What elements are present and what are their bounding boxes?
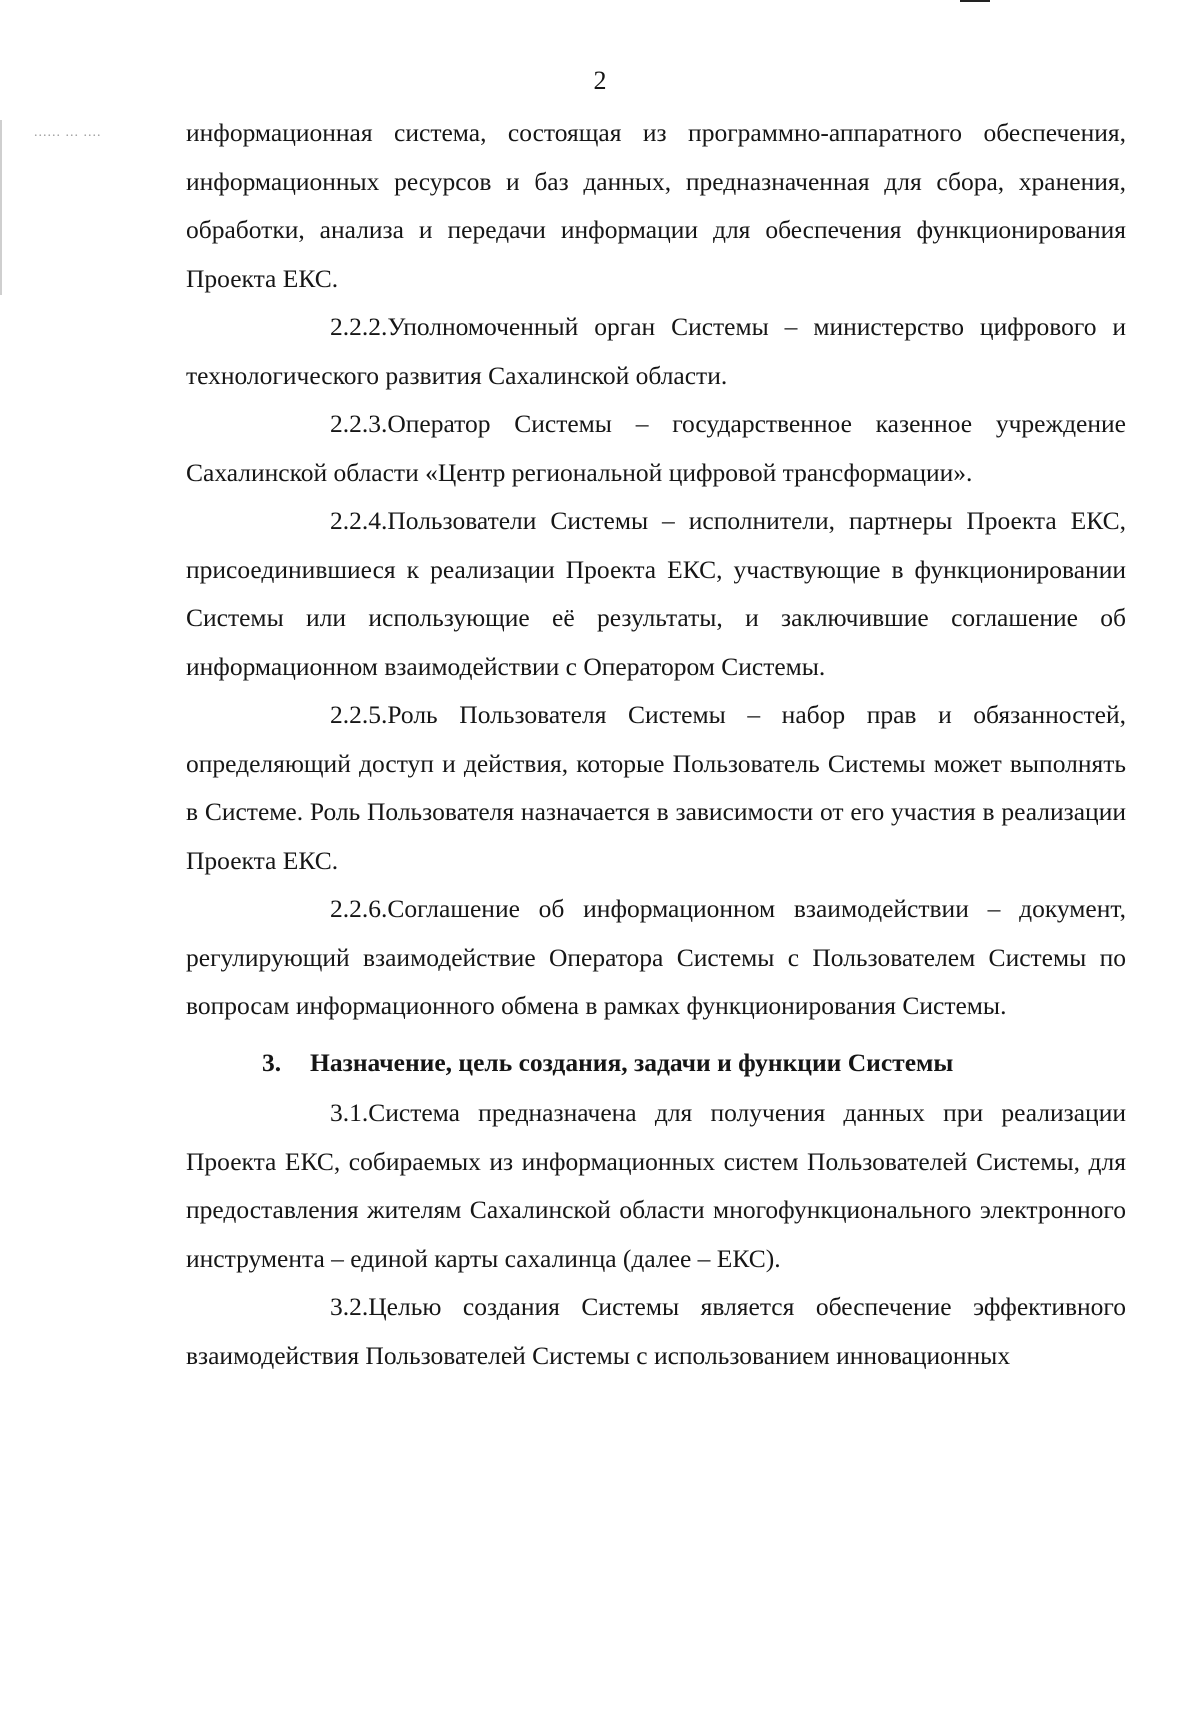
clause-text: Оператор Системы – государственное казенное учреждение Сахалинской области «Центр региональной цифровой трансформации».	[186, 409, 1126, 487]
document-body	[186, 109, 1126, 1380]
scan-top-mark	[960, 0, 990, 2]
section-3-heading	[186, 1031, 1126, 1090]
paragraph-2-2-5	[186, 691, 1126, 885]
section-title: Назначение, цель создания, задачи и функции Системы	[310, 1047, 954, 1077]
clause-text: Соглашение об информационном взаимодействии – документ, регулирующий взаимодействие Оператора Системы с Пользователем Системы по вопросам информационного обмена в рамках функционирования Системы.	[186, 894, 1126, 1020]
scan-noise: ...... ... ....	[34, 125, 102, 140]
clause-text: Система предназначена для получения данных при реализации Проекта ЕКС, собираемых из информационных систем Пользователей Системы, для предоставления жителям Сахалинской области многофункционального электронного инструмента – единой карты сахалинца (далее – ЕКС).	[186, 1098, 1126, 1273]
clause-text: Целью создания Системы является обеспечение эффективного взаимодействия Пользователей Системы с использованием инновационных	[186, 1292, 1126, 1370]
scan-left-edge	[0, 120, 2, 295]
clause-number: 3.1.	[330, 1098, 369, 1127]
paragraph-2-2-6	[186, 885, 1126, 1031]
paragraph-3-2	[186, 1283, 1126, 1380]
clause-text: Роль Пользователя Системы – набор прав и обязанностей, определяющий доступ и действия, которые Пользователь Системы может выполнять в Системе. Роль Пользователя назначается в зависимости от его участия в реализации Проекта ЕКС.	[186, 700, 1126, 875]
clause-text: Уполномоченный орган Системы – министерство цифрового и технологического развития Сахалинской области.	[186, 312, 1126, 390]
clause-text: Пользователи Системы – исполнители, партнеры Проекта ЕКС, присоединившиеся к реализации Проекта ЕКС, участвующие в функционировании Системы или использующие её результаты, и заключившие соглашение об информационном взаимодействии с Оператором Системы.	[186, 506, 1126, 681]
clause-number: 2.2.6.	[330, 894, 388, 923]
paragraph-3-1	[186, 1089, 1126, 1283]
clause-number: 3.2.	[330, 1292, 369, 1321]
paragraph-2-2-3	[186, 400, 1126, 497]
paragraph-2-2-4	[186, 497, 1126, 691]
paragraph-2-2-2	[186, 303, 1126, 400]
clause-number: 2.2.4.	[330, 506, 388, 535]
page-number: 2	[593, 66, 607, 95]
clause-number: 2.2.5.	[330, 700, 388, 729]
clause-number: 2.2.2.	[330, 312, 388, 341]
paragraph-2-2-1-continuation: информационная система, состоящая из программно-аппаратного обеспечения, информационных ресурсов и баз данных, предназначенная для сбора, хранения, обработки, анализа и передачи информации для обеспечения функционирования Проекта ЕКС.	[186, 118, 1126, 293]
clause-number: 2.2.3.	[330, 409, 388, 438]
section-number: 3.	[262, 1047, 282, 1077]
